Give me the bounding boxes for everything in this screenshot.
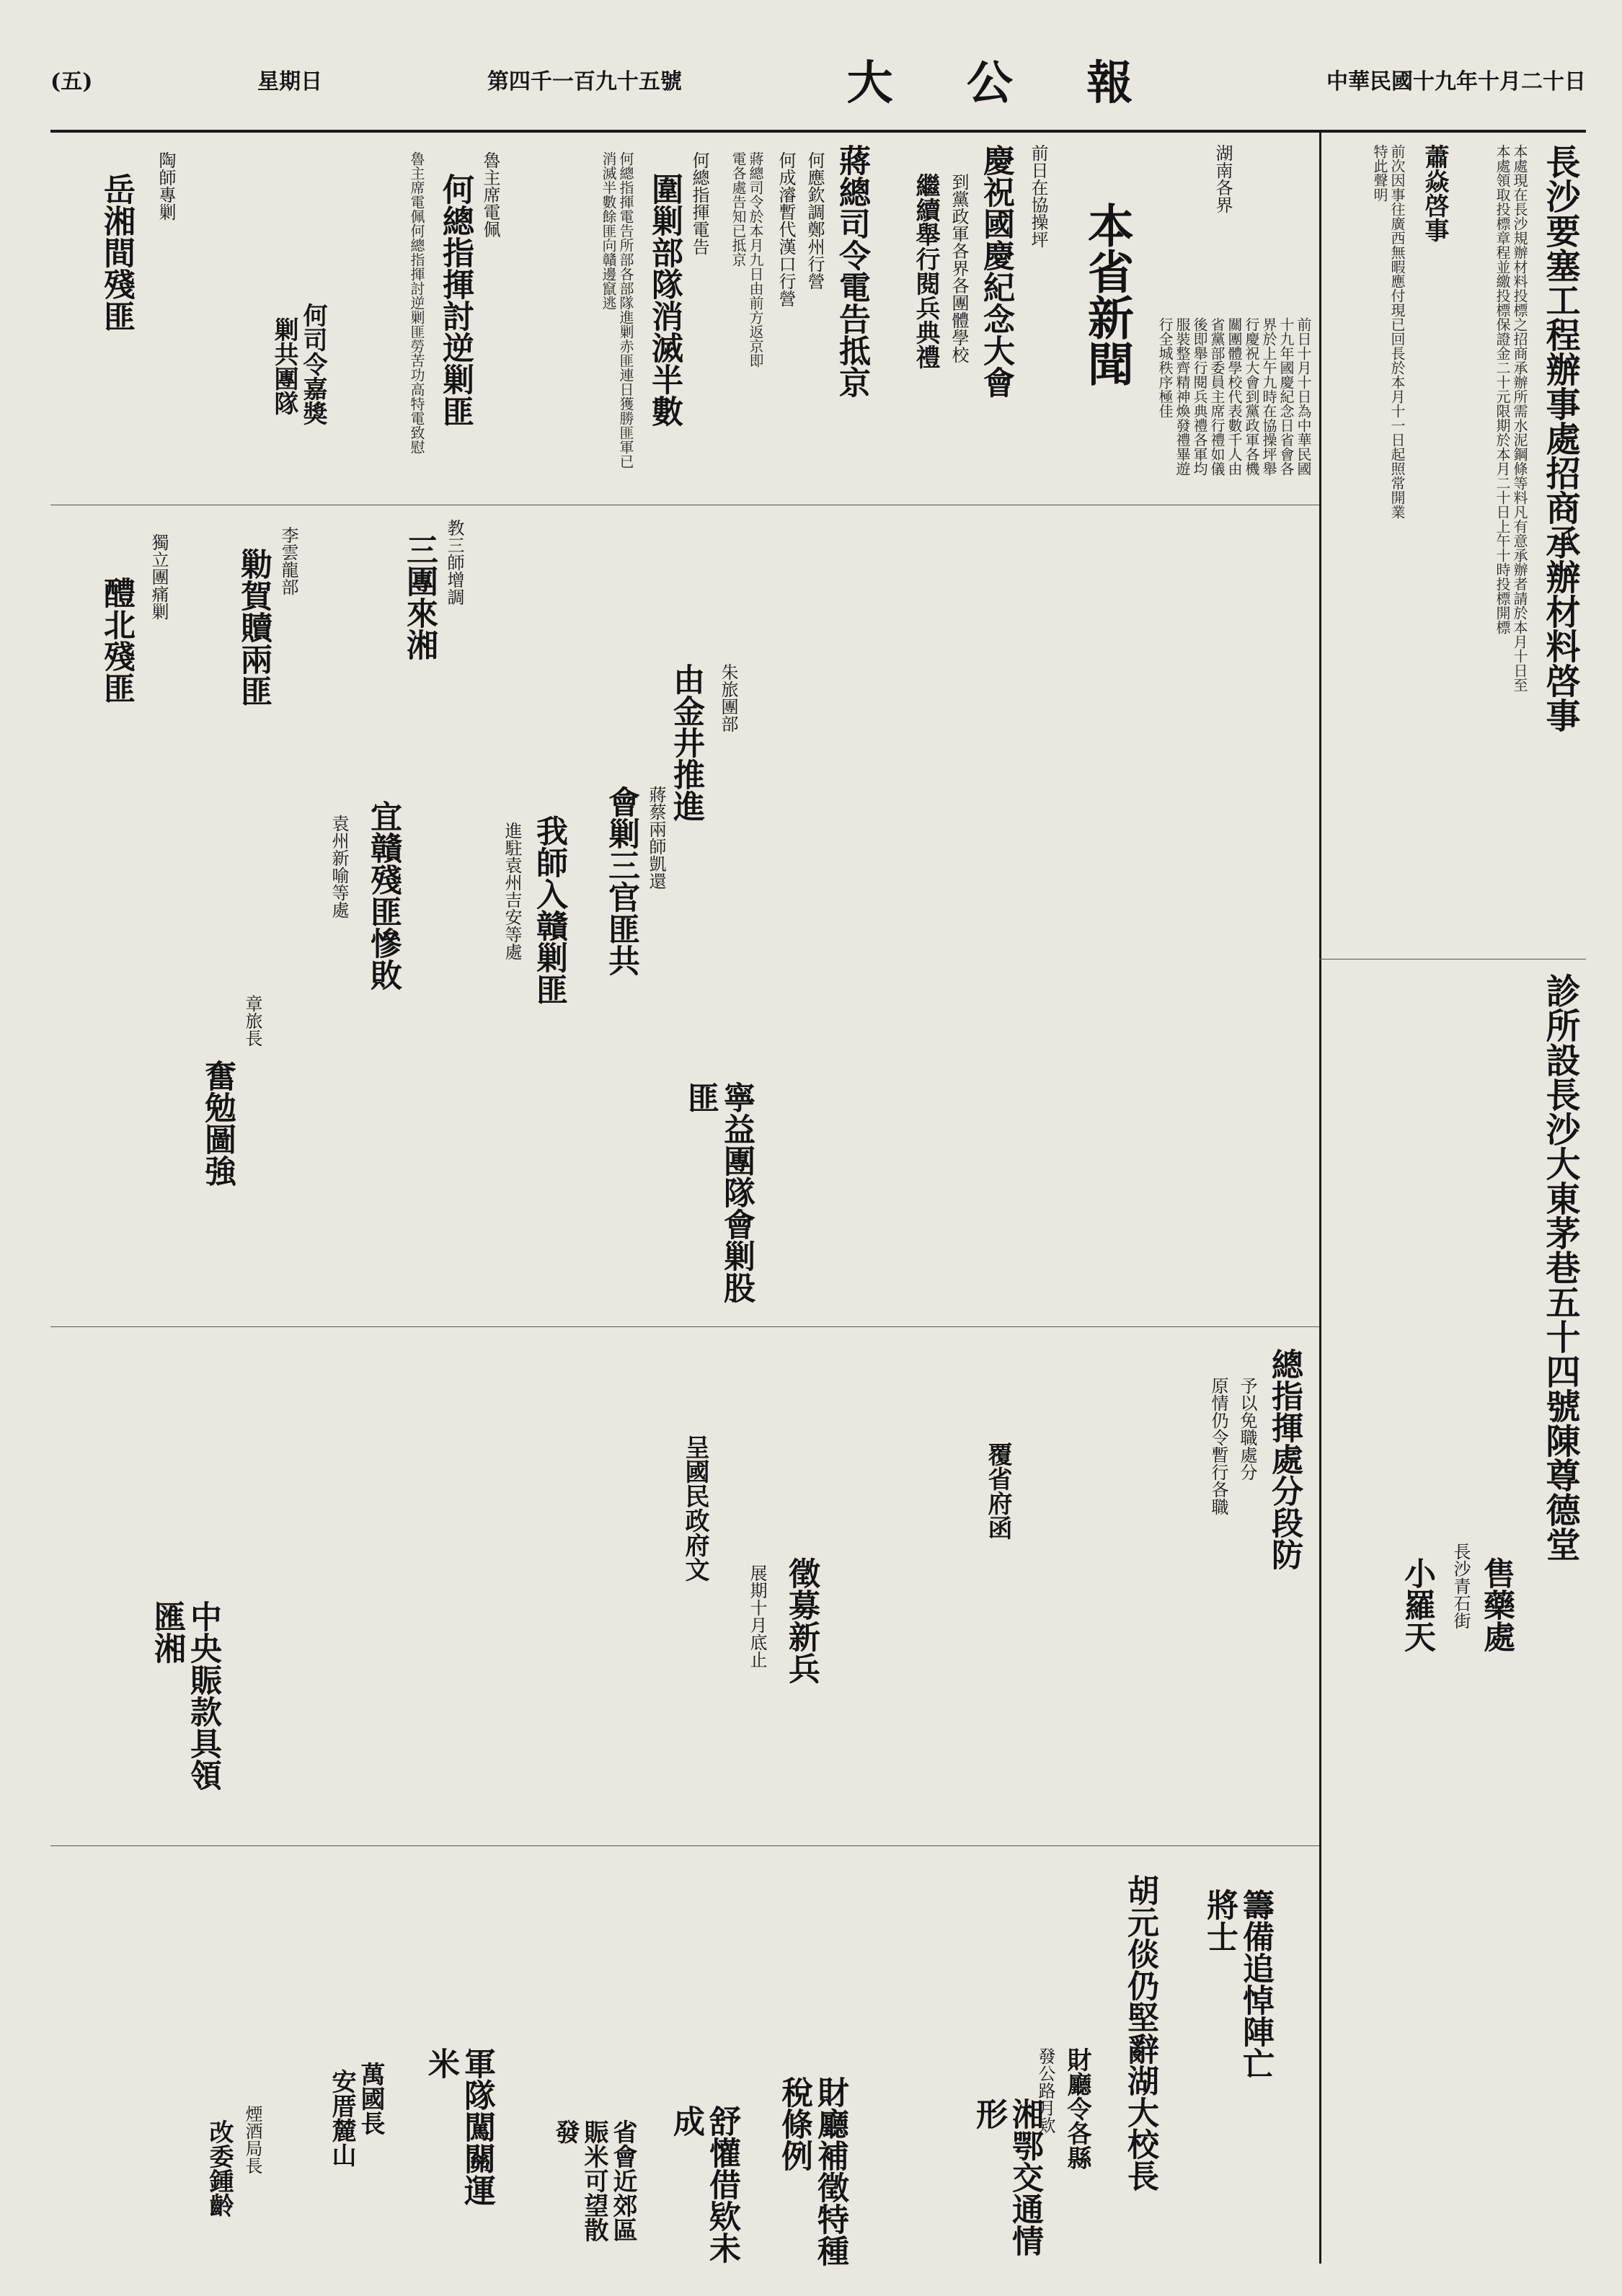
- story-commander-headline: 總指揮處分段防: [1266, 1348, 1303, 1570]
- story-suburb-headline: 省會近郊區: [608, 2119, 637, 2242]
- newspaper-page: [50, 29, 1586, 2264]
- story-suburb-sub: 賑米可望散發: [551, 2119, 608, 2242]
- engineering-ad-body: 本處現在長沙規辦材料投標之招商承辦所需水泥鋼條等料凡有意承辦者請於本月十日至本處領取投標章程並繳投標保證金二十元限期於本月二十日上午十時投標開標: [1494, 144, 1528, 692]
- row-divider-2: [50, 1326, 1319, 1327]
- story-celebration-sub: 到黨政軍各界各團體學校: [949, 173, 969, 363]
- story-transport-headline: 湘鄂交通情形: [970, 2098, 1043, 2256]
- story-ningyi-headline: 寧益團隊會剿股匪: [682, 1081, 755, 1303]
- story-chiang-headline: 蔣總司令電告抵京: [833, 144, 870, 398]
- story-wan-headline: 萬國長: [356, 2062, 385, 2135]
- story-celebration-body: 前日十月十日為中華民國十九年國慶紀念日省會各界於上午九時在協操坪舉行慶祝大會到黨政軍各機關團體學校代表數千人由省黨部委員主席行禮如儀後即舉行閱兵典禮各軍均服裝整齊精神煥發禮畢遊行全城秩序極佳: [1156, 317, 1312, 476]
- story-commendation-sub: 剿共團隊: [270, 317, 298, 415]
- story-suppression-pre: 何總指揮電告: [689, 151, 709, 255]
- ad-column-divider: [1319, 130, 1321, 2264]
- story-suppression-headline: 圍剿部隊消滅半數: [646, 173, 683, 427]
- story-celebration-sub2: 繼續舉行閱兵典禮: [911, 173, 940, 369]
- masthead-page-no: (五): [50, 69, 93, 94]
- row-divider-3: [50, 1845, 1319, 1846]
- story-recruit-headline: 徵募新兵: [783, 1557, 820, 1684]
- story-tao-headline: 岳湘間殘匪: [98, 173, 135, 332]
- story-yigan-headline: 宜贛殘匪慘敗: [365, 800, 402, 990]
- story-tax-headline: 財廳補徵特種稅條例: [776, 2076, 848, 2266]
- story-loan-headline: 舒懽借欵未成: [668, 2105, 740, 2264]
- story-tao-pre: 陶師專剿: [156, 151, 176, 221]
- story-commander-sub2: 原情仍令暫行各職: [1208, 1377, 1228, 1515]
- masthead-issue: 第四千一百九十五號: [487, 69, 682, 94]
- xiao-notice-title: 蕭焱啓事: [1420, 144, 1449, 242]
- masthead-weekday: 星期日: [257, 69, 323, 94]
- story-telegram-pre: 魯主席電佩: [480, 151, 500, 238]
- medicine-shop-address: 長沙青石街: [1450, 1543, 1471, 1629]
- section-label: 湖南各界: [1213, 144, 1233, 213]
- clinic-ad-title: 診所設長沙大東茅巷五十四號陳尊德堂: [1540, 973, 1580, 1561]
- medicine-shop-name: 小羅天: [1399, 1557, 1435, 1652]
- story-zhang-headline: 奮勉圖強: [199, 1060, 236, 1187]
- story-recruit-sub: 展期十月底止: [747, 1564, 767, 1668]
- story-wan-sub: 安厝麓山: [327, 2069, 356, 2167]
- story-commander-sub: 予以免職處分: [1237, 1377, 1257, 1481]
- story-chiang-sub2: 何成濬暫代漢口行營: [776, 151, 796, 307]
- story-libei-headline: 醴北殘匪: [98, 577, 135, 704]
- story-chiang-body: 蔣總司令於本月九日由前方返京即電各處告知已抵京: [730, 151, 764, 368]
- story-sanguan-pre: 蔣蔡兩師凱還: [646, 786, 666, 890]
- story-celebration-pre: 前日在協操坪: [1028, 144, 1048, 248]
- medicine-shop-label: 售藥處: [1478, 1557, 1515, 1652]
- story-li-headline: 勦賀贖兩匪: [235, 548, 272, 706]
- story-celebration-headline: 慶祝國慶紀念大會: [978, 144, 1014, 398]
- story-regiment-pre: 教三師增調: [444, 519, 464, 606]
- story-sanguan-headline: 會剿三官匪共: [603, 786, 639, 976]
- story-tobacco-pre: 煙酒局長: [242, 2105, 262, 2174]
- masthead-title: 大 公 報: [846, 56, 1162, 110]
- story-jinjing-pre: 朱旅團部: [718, 663, 738, 732]
- story-finance-headline: 財廳令各縣: [1063, 2047, 1091, 2170]
- story-telegram-body: 魯主席電佩何總指揮討逆剿匪勞苦功高特電致慰: [408, 151, 425, 454]
- story-jiangxi-sub: 進駐袁州吉安等處: [502, 822, 522, 960]
- story-yigan-sub: 袁州新喻等處: [329, 815, 349, 918]
- story-li-pre: 李雲龍部: [278, 526, 298, 595]
- story-libei-pre: 獨立團痛剿: [149, 533, 169, 620]
- story-chiang-sub: 何應欽調鄭州行營: [805, 151, 825, 290]
- story-finance-sub: 發公路月欵: [1035, 2047, 1055, 2134]
- masthead: [50, 36, 1586, 123]
- masthead-date: 中華民國十九年十月二十日: [1326, 69, 1586, 94]
- story-telegram-headline: 何總指揮討逆剿匪: [437, 173, 474, 427]
- story-zhang-pre: 章旅長: [242, 995, 262, 1047]
- story-reply-headline: 覆省府函: [983, 1442, 1012, 1540]
- story-petition-headline: 呈國民政府文: [681, 1435, 709, 1582]
- section-title: 本省新聞: [1080, 202, 1134, 386]
- story-memorial-headline: 籌備追悼陣亡將士: [1201, 1889, 1274, 2079]
- story-commendation-headline: 何司令嘉獎: [298, 303, 327, 425]
- story-jinjing-headline: 由金井推進: [668, 663, 704, 822]
- story-jiangxi-headline: 我師入贛剿匪: [531, 815, 567, 1005]
- story-tobacco-headline: 改委鍾齡: [205, 2119, 234, 2217]
- story-suppression-body: 何總指揮電告所部各部隊進剿赤匪連日獲勝匪軍已消滅半數餘匪向贛邊竄逃: [600, 151, 634, 469]
- masthead-rule: [50, 130, 1586, 133]
- story-relief-headline: 中央賑款具領匯湘: [149, 1600, 221, 1791]
- engineering-ad-title: 長沙要塞工程辦事處招商承辦材料啓事: [1540, 144, 1580, 732]
- story-rice-headline: 軍隊闖關運米: [422, 2047, 495, 2206]
- xiao-notice-body: 前次因事往廣西無暇應付現已回長於本月十一日起照常開業特此聲明: [1371, 144, 1406, 519]
- story-hu-headline: 胡元倓仍堅辭湖大校長: [1122, 1874, 1158, 2191]
- story-regiment-headline: 三團來湘: [401, 533, 438, 660]
